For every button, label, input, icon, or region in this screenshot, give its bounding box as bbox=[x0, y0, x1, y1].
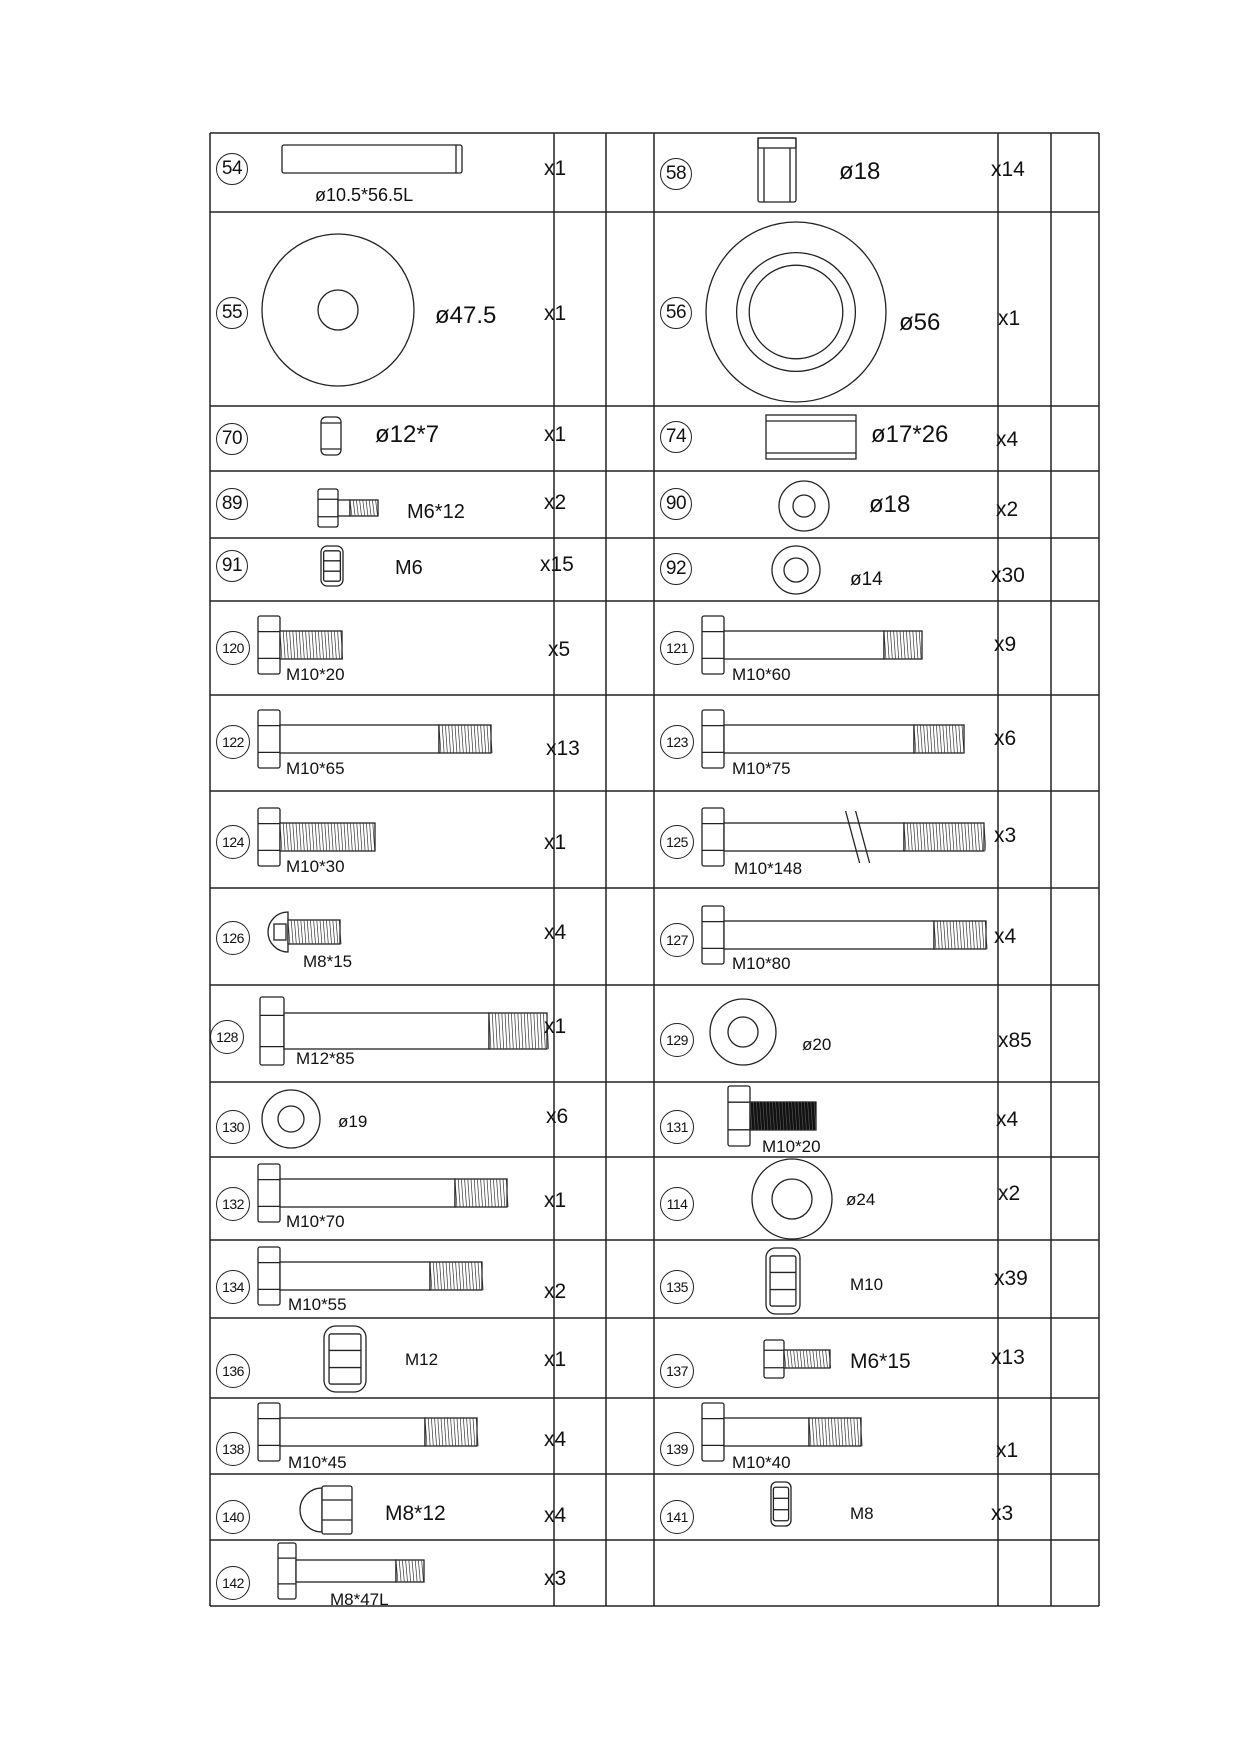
part-quantity: x4 bbox=[994, 925, 1017, 948]
part-number: 138 bbox=[216, 1432, 250, 1466]
part-number: 136 bbox=[216, 1354, 250, 1388]
part-row bbox=[654, 1318, 1044, 1398]
part-number: 92 bbox=[660, 553, 692, 585]
part-row bbox=[654, 1240, 1044, 1318]
part-row bbox=[210, 601, 600, 695]
part-number: 122 bbox=[216, 725, 250, 759]
cap-nut-icon bbox=[296, 1482, 356, 1538]
part-row bbox=[654, 985, 1044, 1082]
part-row bbox=[210, 406, 600, 471]
washer-icon bbox=[770, 544, 822, 596]
part-spec: ø47.5 bbox=[435, 302, 497, 329]
part-number: 137 bbox=[660, 1354, 694, 1388]
part-quantity: x4 bbox=[544, 1504, 567, 1527]
part-spec: M12*85 bbox=[296, 1049, 355, 1068]
part-spec: ø18 bbox=[869, 491, 911, 518]
part-quantity: x2 bbox=[544, 491, 567, 514]
part-row bbox=[210, 1157, 600, 1240]
part-quantity: x39 bbox=[994, 1267, 1028, 1290]
washer-icon bbox=[750, 1157, 834, 1241]
part-number: 131 bbox=[660, 1110, 694, 1144]
part-spec: M10 bbox=[850, 1275, 884, 1294]
sleeve-icon bbox=[764, 412, 860, 462]
washer-icon bbox=[777, 479, 831, 533]
part-quantity: x1 bbox=[544, 1015, 567, 1038]
part-row bbox=[210, 695, 600, 791]
hex-bolt-icon bbox=[316, 487, 380, 529]
part-row bbox=[654, 1398, 1044, 1474]
part-spec: M10*40 bbox=[732, 1453, 791, 1472]
part-quantity: x1 bbox=[544, 157, 567, 180]
part-number: 128 bbox=[210, 1020, 244, 1054]
part-row bbox=[654, 471, 1044, 538]
part-spec: M10*80 bbox=[732, 954, 791, 973]
part-row bbox=[654, 133, 1044, 212]
part-row bbox=[210, 471, 600, 538]
part-row bbox=[654, 212, 1044, 406]
part-number: 142 bbox=[216, 1566, 250, 1600]
part-row bbox=[210, 888, 600, 985]
part-spec: ø18 bbox=[839, 158, 881, 185]
part-spec: M10*60 bbox=[732, 665, 791, 684]
part-spec: M10*45 bbox=[288, 1453, 347, 1472]
part-quantity: x6 bbox=[546, 1105, 569, 1128]
part-quantity: x1 bbox=[544, 1348, 567, 1371]
part-spec: M10*148 bbox=[734, 859, 803, 878]
part-row bbox=[210, 1082, 600, 1157]
part-row bbox=[210, 1474, 600, 1540]
flanged-bushing-icon bbox=[754, 135, 800, 205]
part-row bbox=[654, 1474, 1044, 1540]
large-washer-icon bbox=[260, 232, 416, 388]
part-number: 114 bbox=[660, 1187, 694, 1221]
part-spec: ø12*7 bbox=[375, 421, 440, 448]
part-row bbox=[654, 1082, 1044, 1157]
part-quantity: x15 bbox=[540, 553, 574, 576]
part-number: 134 bbox=[216, 1270, 250, 1304]
part-row bbox=[654, 888, 1044, 985]
part-number: 125 bbox=[660, 825, 694, 859]
part-quantity: x4 bbox=[996, 428, 1019, 451]
part-number: 55 bbox=[216, 297, 248, 329]
part-quantity: x1 bbox=[998, 307, 1021, 330]
part-spec: M6*12 bbox=[407, 501, 465, 523]
part-number: 123 bbox=[660, 725, 694, 759]
washer-icon bbox=[260, 1088, 322, 1150]
part-spec: ø24 bbox=[846, 1190, 876, 1209]
hex-bolt-icon bbox=[762, 1338, 832, 1380]
part-spec: M8 bbox=[850, 1504, 874, 1523]
part-row bbox=[210, 1318, 600, 1398]
part-number: 140 bbox=[216, 1500, 250, 1534]
part-number: 126 bbox=[216, 921, 250, 955]
part-quantity: x2 bbox=[996, 498, 1019, 521]
part-row bbox=[654, 791, 1044, 888]
part-number: 141 bbox=[660, 1500, 694, 1534]
part-row bbox=[654, 538, 1044, 601]
part-spec: M6*15 bbox=[850, 1350, 911, 1373]
part-spec: M10*70 bbox=[286, 1212, 345, 1231]
part-row bbox=[210, 791, 600, 888]
part-row bbox=[210, 538, 600, 601]
part-spec: ø19 bbox=[338, 1112, 368, 1131]
part-row bbox=[210, 1540, 600, 1609]
part-number: 120 bbox=[216, 631, 250, 665]
part-quantity: x3 bbox=[994, 824, 1017, 847]
part-quantity: x14 bbox=[991, 158, 1025, 181]
part-row bbox=[210, 212, 600, 406]
part-row bbox=[210, 133, 600, 212]
part-spec: ø56 bbox=[899, 309, 941, 336]
part-quantity: x85 bbox=[998, 1029, 1032, 1052]
part-number: 89 bbox=[216, 488, 248, 520]
large-ring-washer-icon bbox=[704, 220, 888, 404]
part-number: 132 bbox=[216, 1187, 250, 1221]
part-spec: M8*47L bbox=[330, 1590, 389, 1609]
part-number: 135 bbox=[660, 1270, 694, 1304]
part-spec: M8*15 bbox=[303, 952, 353, 971]
part-number: 127 bbox=[660, 923, 694, 957]
part-quantity: x1 bbox=[544, 423, 567, 446]
part-row bbox=[654, 601, 1044, 695]
part-number: 54 bbox=[216, 153, 248, 185]
part-spec: M10*75 bbox=[732, 759, 791, 778]
lock-nut-icon bbox=[322, 1324, 368, 1394]
lock-nut-icon bbox=[764, 1246, 802, 1316]
part-spec: ø14 bbox=[850, 569, 883, 590]
part-row bbox=[210, 985, 600, 1082]
part-number: 121 bbox=[660, 631, 694, 665]
pin-icon bbox=[280, 141, 466, 177]
part-quantity: x13 bbox=[991, 1346, 1025, 1369]
part-number: 56 bbox=[660, 297, 692, 329]
lock-nut-icon bbox=[319, 544, 345, 588]
part-spec: ø20 bbox=[802, 1035, 832, 1054]
part-quantity: x4 bbox=[544, 921, 567, 944]
part-number: 91 bbox=[216, 550, 248, 582]
part-number: 130 bbox=[216, 1110, 250, 1144]
part-spec: M10*55 bbox=[288, 1295, 347, 1314]
part-quantity: x1 bbox=[544, 831, 567, 854]
part-spec: M8*12 bbox=[385, 1502, 446, 1525]
part-row bbox=[654, 1157, 1044, 1240]
part-spec: ø17*26 bbox=[871, 421, 949, 448]
part-row bbox=[654, 406, 1044, 471]
part-number: 58 bbox=[660, 158, 692, 190]
part-row bbox=[654, 695, 1044, 791]
washer-icon bbox=[708, 997, 778, 1067]
part-number: 129 bbox=[660, 1023, 694, 1057]
part-row bbox=[210, 1398, 600, 1474]
part-quantity: x9 bbox=[994, 633, 1017, 656]
part-quantity: x2 bbox=[998, 1182, 1021, 1205]
part-spec: M10*20 bbox=[762, 1137, 821, 1156]
part-spec: M12 bbox=[405, 1350, 439, 1369]
lock-nut-icon bbox=[769, 1480, 793, 1528]
part-quantity: x6 bbox=[994, 727, 1017, 750]
part-spec: M10*65 bbox=[286, 759, 345, 778]
part-number: 90 bbox=[660, 488, 692, 520]
part-number: 139 bbox=[660, 1432, 694, 1466]
part-quantity: x4 bbox=[544, 1428, 567, 1451]
part-spec: M10*20 bbox=[286, 665, 345, 684]
part-number: 124 bbox=[216, 825, 250, 859]
part-quantity: x2 bbox=[544, 1280, 567, 1303]
part-quantity: x1 bbox=[996, 1439, 1019, 1462]
part-quantity: x30 bbox=[991, 564, 1025, 587]
part-quantity: x4 bbox=[996, 1108, 1019, 1131]
button-head-screw-icon bbox=[266, 908, 344, 956]
part-spec: M6 bbox=[395, 557, 423, 579]
part-quantity: x5 bbox=[548, 638, 571, 661]
part-spec: ø10.5*56.5L bbox=[315, 185, 414, 205]
part-quantity: x3 bbox=[991, 1502, 1014, 1525]
part-quantity: x1 bbox=[544, 1189, 567, 1212]
part-quantity: x13 bbox=[546, 737, 580, 760]
part-quantity: x3 bbox=[544, 1567, 567, 1590]
small-spacer-icon bbox=[318, 414, 344, 458]
part-number: 74 bbox=[660, 421, 692, 453]
part-row bbox=[210, 1240, 600, 1318]
part-quantity: x1 bbox=[544, 302, 567, 325]
part-spec: M10*30 bbox=[286, 857, 345, 876]
part-number: 70 bbox=[216, 423, 248, 455]
